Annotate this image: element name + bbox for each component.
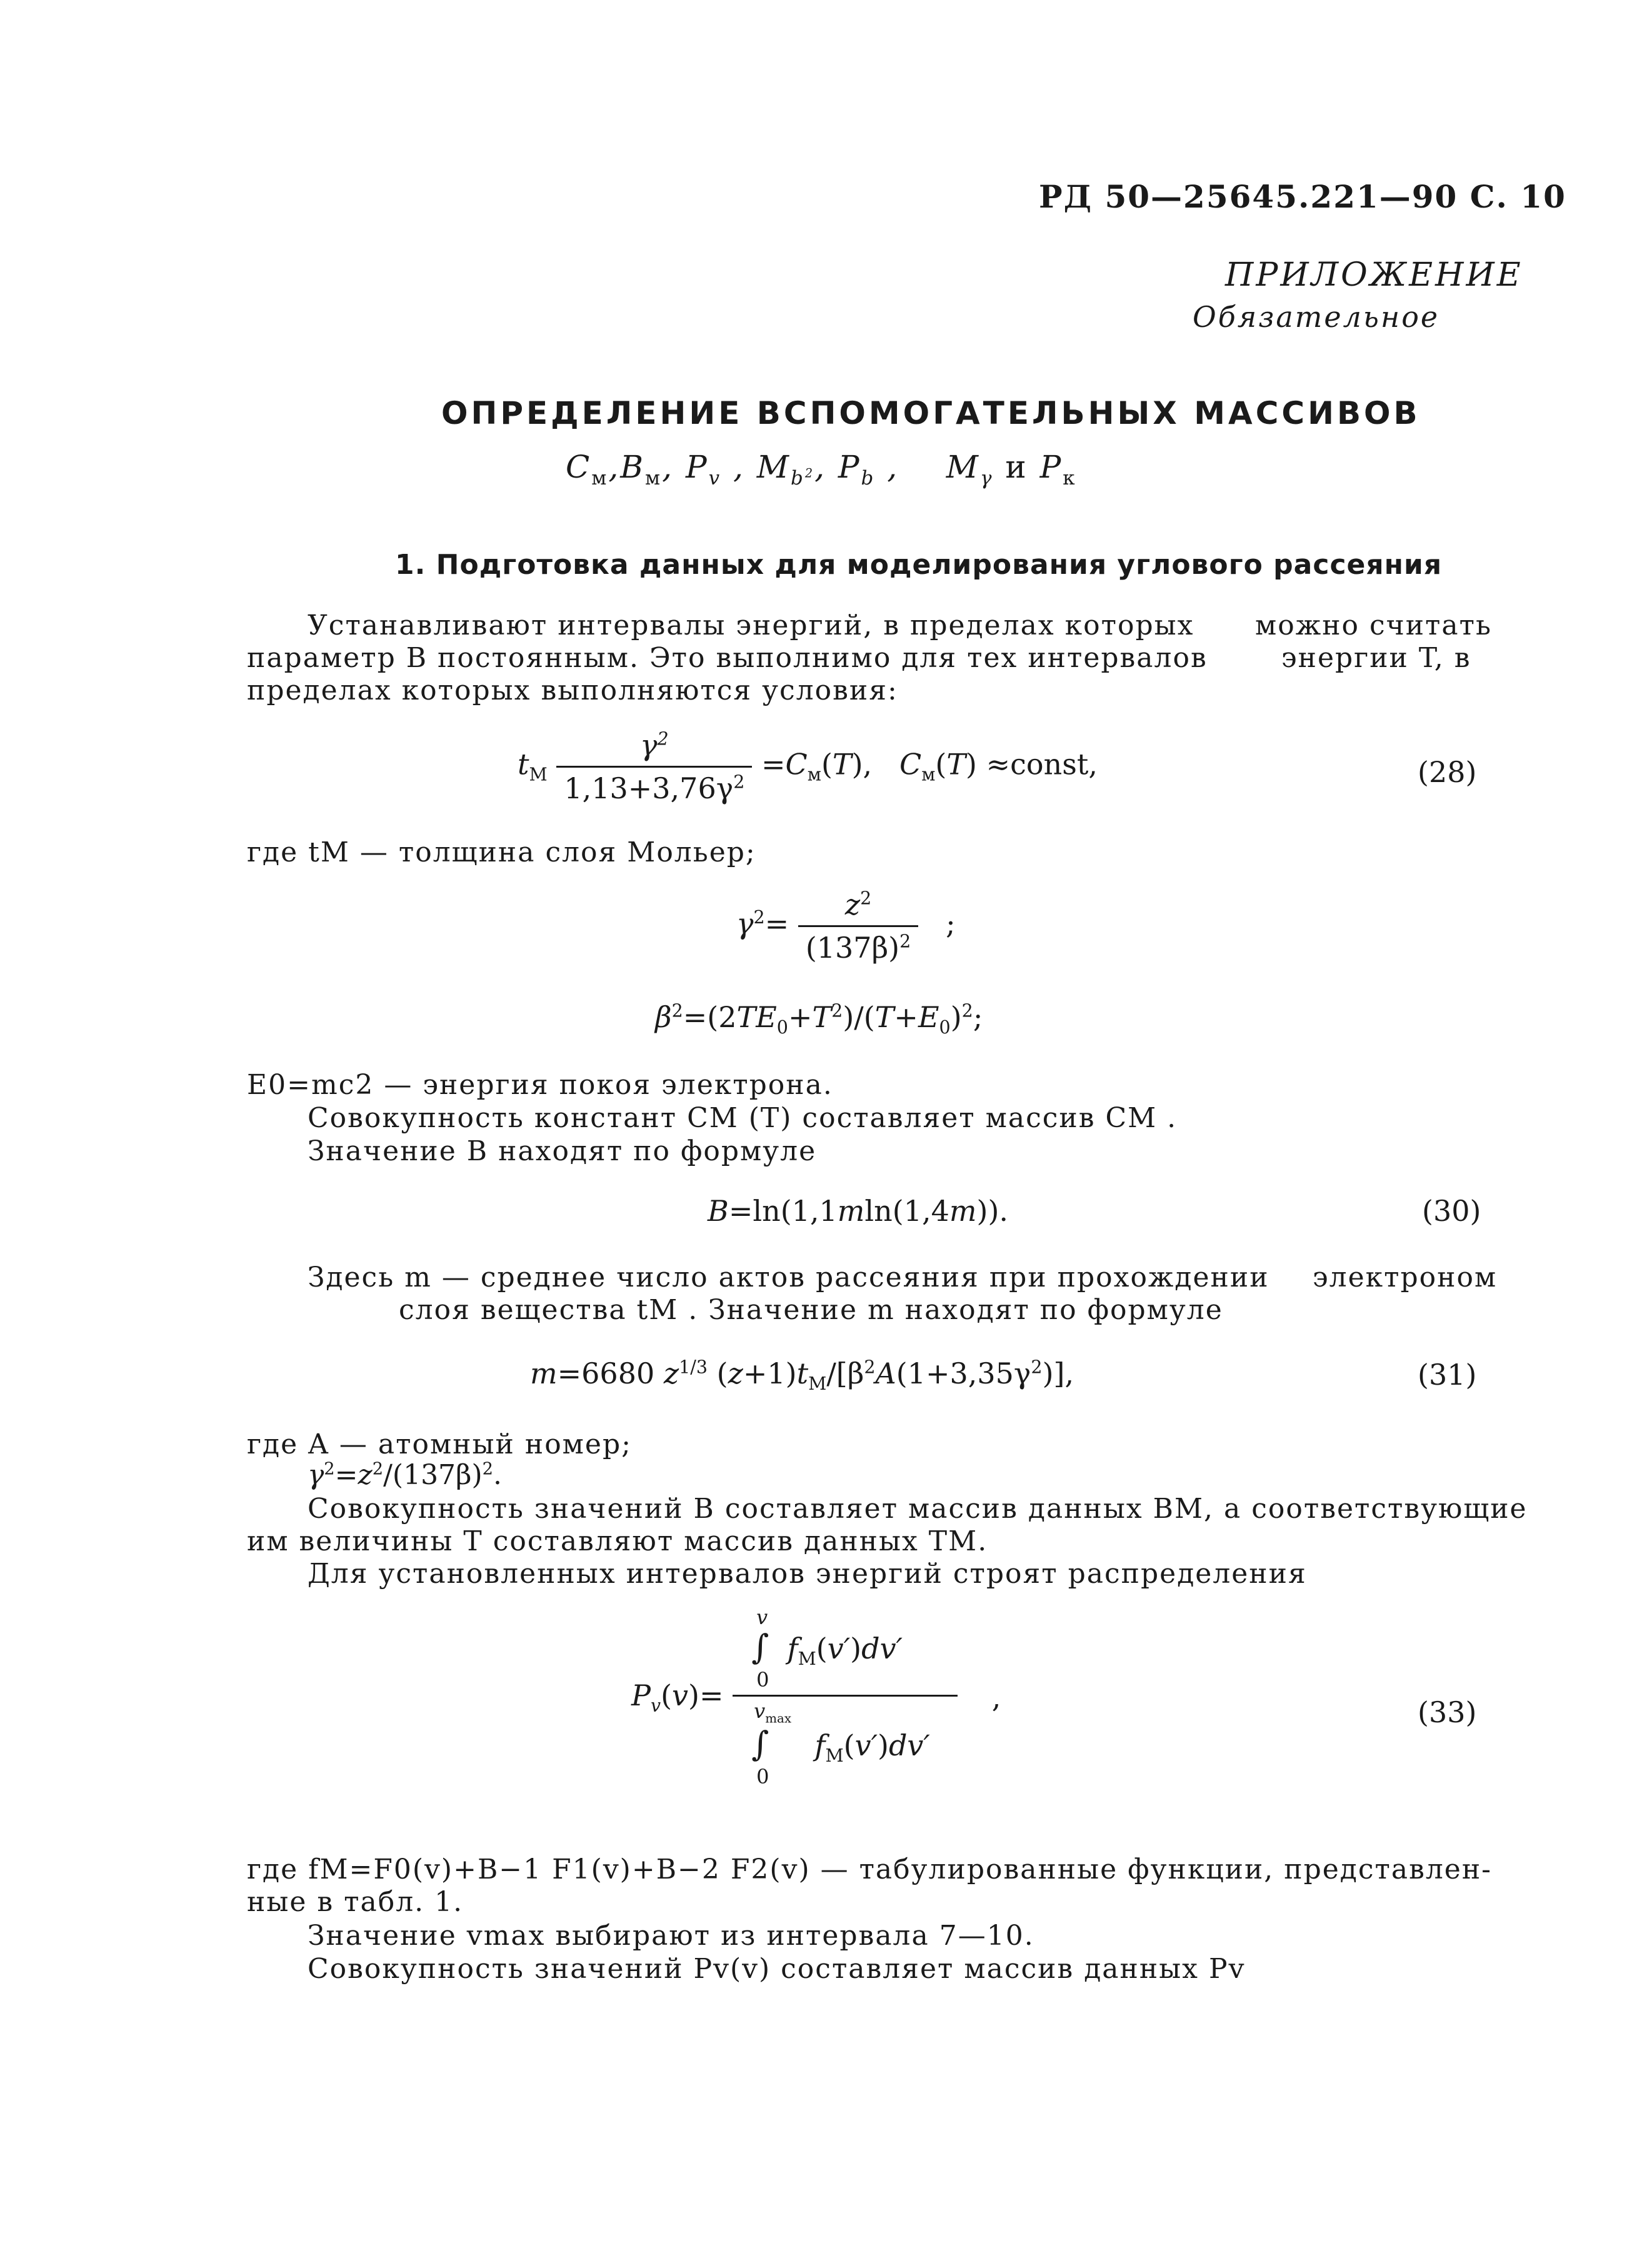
- paragraph-line: параметр В постоянным. Это выполнимо для тех интервалов: [247, 642, 1208, 674]
- section-heading: 1. Подготовка данных для моделирования углового рассеяния: [395, 549, 1443, 581]
- cm-array-line: Совокупность констант CM (T) составляет массив CM .: [308, 1102, 1178, 1134]
- paragraph-line: Здесь m — среднее число актов рассеяния при прохождении: [308, 1262, 1269, 1293]
- equation-gamma: $\gamma^2=$ $\frac{z^2}{(137\beta)^2}$ ;: [736, 888, 956, 965]
- bm-line: им величины Т составляют массив данных TM.: [247, 1525, 988, 1557]
- bm-line: Совокупность значений В составляет массив данных BM, а соответствующие: [308, 1493, 1528, 1525]
- equation-beta: $\beta^2=(2TE_0+T^2)/(T+E_0)^2$;: [655, 1000, 983, 1038]
- page-title: ОПРЕДЕЛЕНИЕ ВСПОМОГАТЕЛЬНЫХ МАССИВОВ: [441, 395, 1421, 431]
- paragraph-line: пределах которых выполняются условия:: [247, 675, 898, 706]
- rest-energy-line: E0=mc2 — энергия покоя электрона.: [247, 1069, 833, 1101]
- equation-33: $P_v(v)=$ v ∫ $f_M(v')dv'$ 0 $v_{max}$ ∫ $f_M(v')dv'$ 0 ,: [631, 1605, 1001, 1789]
- equation-31: m=6680 $z^{1/3}$ $(z+1)t_M/[\beta^2A(1+3,35\gamma^2)]$,: [530, 1357, 1074, 1395]
- equation-number: (33): [1418, 1695, 1477, 1729]
- where-f-line: где fM=F0(v)+B−1 F1(v)+B−2 F2(v) — табулированные функции, представлен-: [247, 1854, 1493, 1885]
- where-a-line: где A — атомный номер;: [247, 1428, 632, 1460]
- where-f-line: ные в табл. 1.: [247, 1886, 464, 1918]
- vmax-line: Значение vmax выбирают из интервала 7—10.: [308, 1920, 1034, 1952]
- appendix-label: ПРИЛОЖЕНИЕ: [1225, 256, 1523, 294]
- equation-28: $t_M$ $\frac{\gamma^2}{1,13+3,76\gamma^2}$ $=C_м(T)$, $C_м(T)$ ≈const,: [518, 728, 1098, 805]
- equation-number: (28): [1418, 755, 1477, 789]
- document-code: РД 50—25645.221—90 С. 10: [1039, 178, 1566, 215]
- paragraph-line: электроном: [1313, 1262, 1498, 1293]
- where-tm-line: где tM — толщина слоя Мольер;: [247, 836, 756, 868]
- paragraph-line: Устанавливают интервалы энергий, в пределах которых: [308, 610, 1194, 641]
- equation-30: B=ln(1,1mln(1,4m)).: [708, 1194, 1009, 1228]
- paragraph-line: можно считать: [1255, 610, 1492, 641]
- paragraph-line: энергии T, в: [1281, 642, 1471, 674]
- title-array-list: $C_м,B_м$, $P_v$ , $M_{b^2}$, $P_b$ , $M_\gamma$ и $P_к$: [566, 449, 1077, 489]
- distribution-intro: Для установленных интервалов энергий строят распределения: [308, 1558, 1307, 1590]
- paragraph-line: слоя вещества tM . Значение m находят по формуле: [399, 1294, 1223, 1326]
- equation-number: (30): [1422, 1194, 1481, 1228]
- appendix-status: Обязательное: [1193, 300, 1440, 334]
- b-formula-intro: Значение В находят по формуле: [308, 1135, 817, 1167]
- pv-array-line: Совокупность значений Pv(v) составляет массив данных Pv: [308, 1953, 1246, 1985]
- equation-number: (31): [1418, 1358, 1477, 1392]
- gamma-definition-line: $\gamma^2=z^2/(137\beta)^2$.: [308, 1459, 503, 1491]
